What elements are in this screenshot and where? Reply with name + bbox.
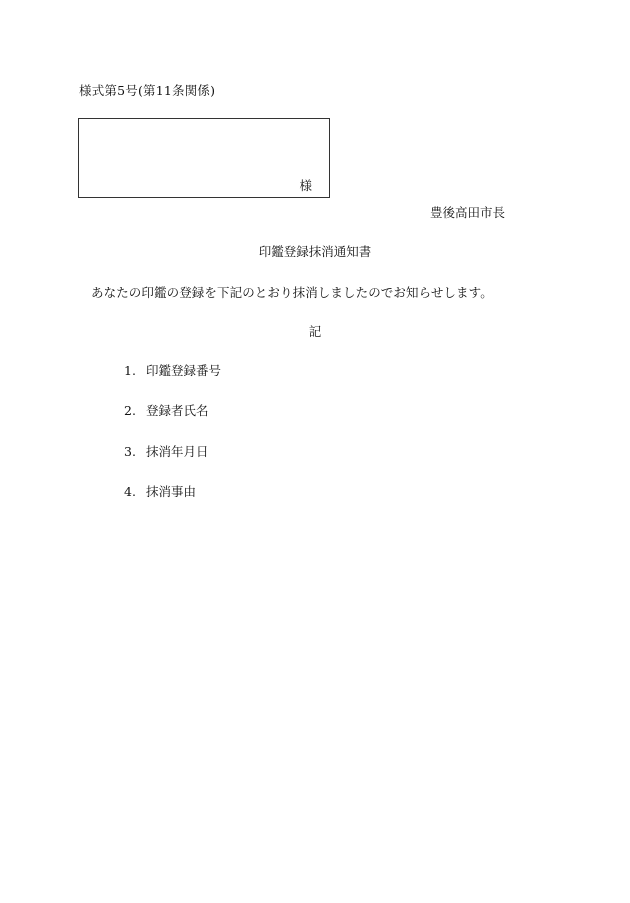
ki-heading: 記	[308, 324, 322, 339]
list-item	[124, 482, 221, 522]
item-label: 登録者氏名	[145, 403, 209, 419]
items-list	[124, 361, 221, 522]
form-number: 様式第5号(第11条関係)	[79, 83, 216, 98]
addressee-honorific: 様	[299, 178, 312, 193]
item-label: 抹消年月日	[145, 443, 209, 459]
item-number: 3.	[124, 443, 136, 459]
notice-body-text: あなたの印鑑の登録を下記のとおり抹消しましたのでお知らせします。	[91, 285, 493, 300]
list-item	[124, 442, 221, 482]
item-label: 抹消事由	[145, 483, 196, 499]
list-item	[124, 401, 221, 441]
list-item	[124, 361, 221, 401]
addressee-box	[78, 118, 330, 198]
item-number: 1.	[124, 363, 136, 378]
document-title: 印鑑登録抹消通知書	[258, 244, 372, 259]
item-number: 4.	[124, 483, 136, 499]
item-number: 2.	[124, 403, 136, 419]
item-label: 印鑑登録番号	[145, 363, 221, 378]
issuer-name: 豊後高田市長	[429, 205, 505, 220]
